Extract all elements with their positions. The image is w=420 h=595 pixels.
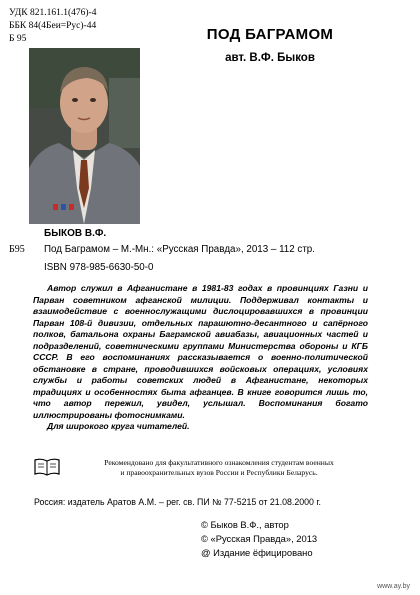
isbn: ISBN 978-985-6630-50-0 [44,262,154,273]
watermark-site: www.ay.by [377,583,410,590]
annotation-paragraph: Автор служил в Афганистане в 1981-83 годах в провинциях Газни и Парван советником афганской милиции. Поддерживал контакты и взаимодействие с военнослужащими дислоцировавшихся в провинции Парван 108-й дивизии, отдельных парашютно-десантного и сапёрного полков, батальона охраны Баграмской авиабазы, авиационных частей и подразделений, советническими группами Министерства обороны и КГБ СССР. В его воспоминаниях рассказывается о военно-политической обстановке в стране, проводившихся войсковых операциях, условиях службы и работы советских людей в Афганистане, некоторых традициях и особенностях быта афганцев. В книге говорится лишь то, что автор пережил, увидел, услышал. Воспоминания богато иллюстрированы фотоснимками. [33,283,368,420]
biblio-code: Б95 [9,244,25,255]
author-photo [29,48,140,224]
udk-code: УДК 821.161.1(476)-4 [9,8,97,18]
publisher-license: Россия: издатель Аратов А.М. – рег. св. ПИ № 77-5215 от 21.08.2000 г. [34,497,321,507]
copyright-edition: @ Издание ёфицировано [201,547,313,558]
classification-block [9,7,96,46]
recommendation-line-2: и правоохранительных вузов России и Республики Беларусь. [120,468,318,477]
book-byline: авт. В.Ф. Быков [225,52,315,64]
biblio-author: БЫКОВ В.Ф. [44,228,107,239]
author-code: Б 95 [9,34,27,44]
book-title: ПОД БАГРАМОМ [206,26,334,43]
open-book-icon [34,458,60,481]
audience-note: Для широкого круга читателей. [47,421,190,431]
recommendation-line-1: Рекомендовано для факультативного ознакомления студентам военных [104,458,334,467]
recommendation [64,458,374,478]
annotation [33,283,368,433]
bbk-code: ББК 84(4Беи=Рус)-44 [9,21,97,31]
copyright-publisher: © «Русская Правда», 2013 [201,533,318,544]
copyright-author: © Быков В.Ф., автор [201,519,289,530]
biblio-entry: Под Баграмом – М.-Мн.: «Русская Правда», 2013 – 112 стр. [44,244,315,255]
